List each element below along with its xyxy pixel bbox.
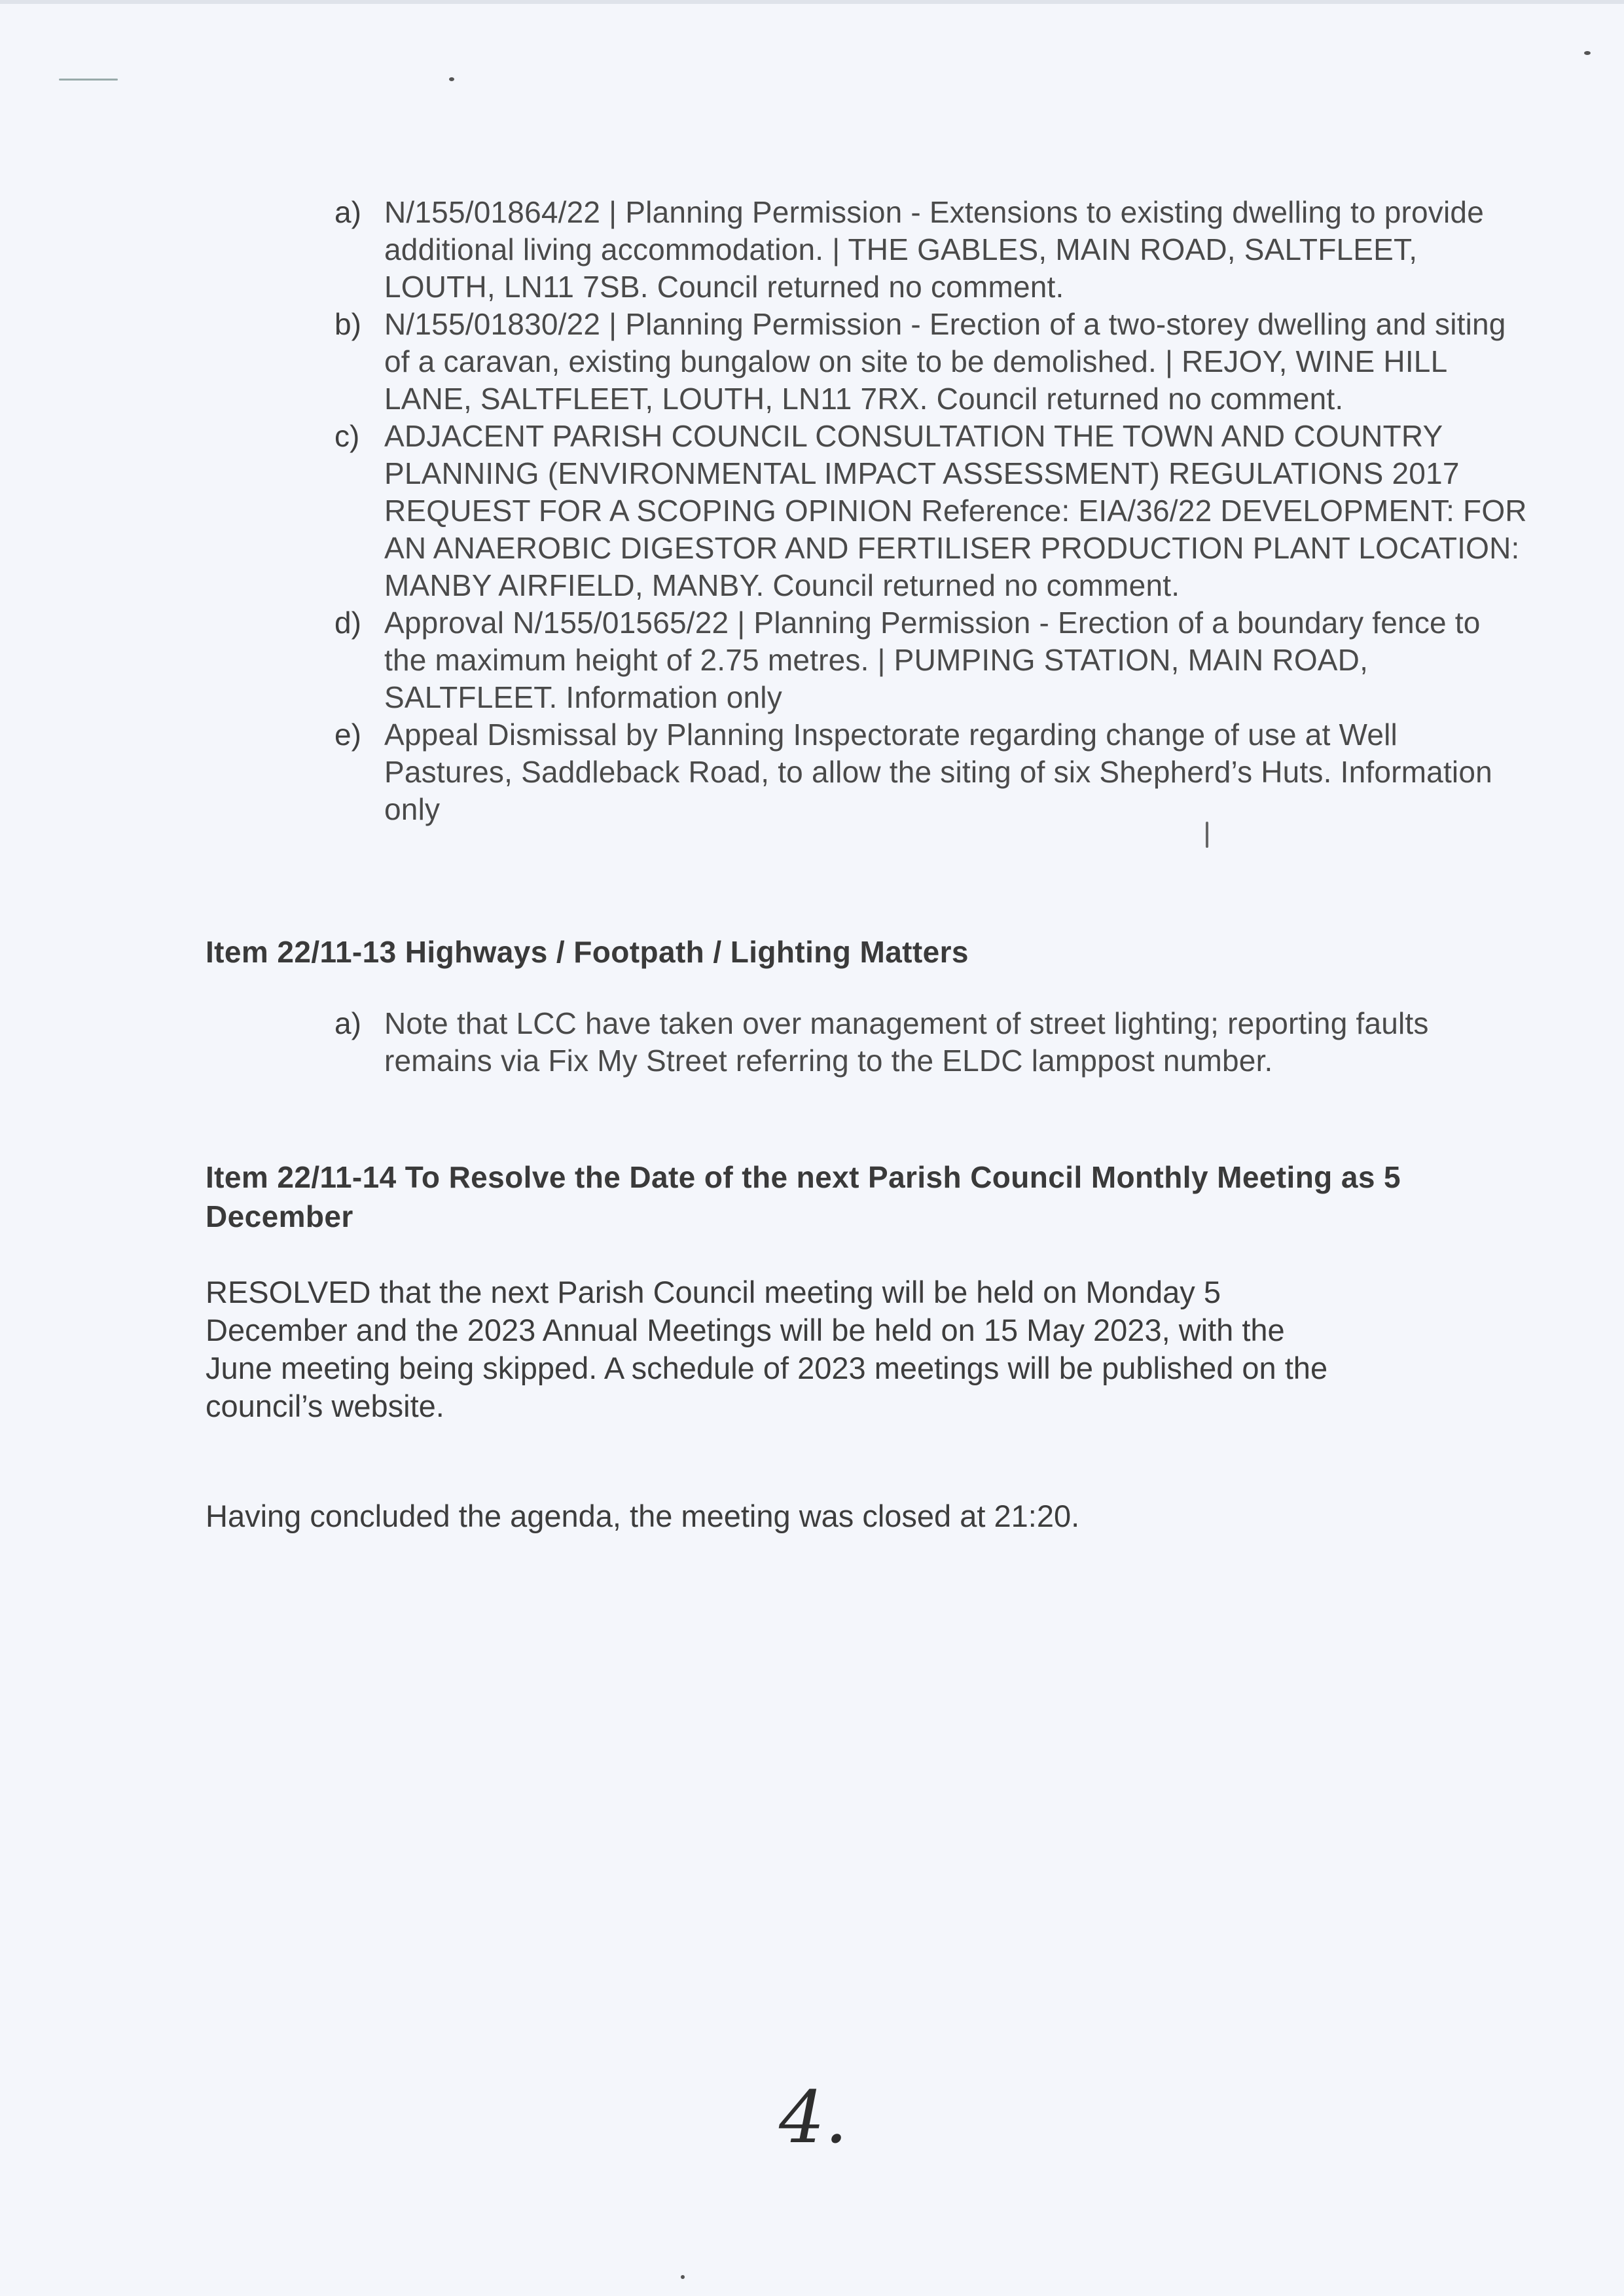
list-item <box>331 716 1528 828</box>
item13-heading: Item 22/11-13 Highways / Footpath / Lighting Matters <box>206 935 969 969</box>
resolution-paragraph: RESOLVED that the next Parish Council meeting will be held on Monday 5 December and the 2023 Annual Meetings will be held on 15 May 2023, with the June meeting being skipped. A schedule of 2023 meetings will be published on the council’s website. <box>206 1275 1328 1423</box>
scan-speck <box>681 2275 685 2279</box>
handwritten-page-number: 4. <box>779 2075 848 2159</box>
list-marker: b) <box>334 307 361 341</box>
list-marker: e) <box>334 718 361 752</box>
scan-speck <box>449 77 454 81</box>
list-item-text: N/155/01864/22 | Planning Permission - Extensions to existing dwelling to provide additional living accommodation. | THE GABLES, MAIN ROAD, SALTFLEET, LOUTH, LN11 7SB. Council returned no comment. <box>384 195 1484 304</box>
closing-statement: Having concluded the agenda, the meeting was closed at 21:20. <box>206 1499 1080 1533</box>
list-marker: c) <box>334 419 360 453</box>
list-marker: d) <box>334 606 361 640</box>
list-item <box>331 1005 1528 1080</box>
scan-speck <box>1206 822 1208 848</box>
list-item-text: Approval N/155/01565/22 | Planning Permission - Erection of a boundary fence to the maximum height of 2.75 metres. | PUMPING STATION, MAIN ROAD, SALTFLEET. Information only <box>384 606 1481 714</box>
list-item-text: N/155/01830/22 | Planning Permission - Erection of a two-storey dwelling and siting of a caravan, existing bungalow on site to be demolished. | REJOY, WINE HILL LANE, SALTFLEET, LOUTH, LN11 7RX. Council returned no comment. <box>384 307 1506 416</box>
scan-speck <box>59 79 118 81</box>
planning-applications-list <box>331 194 1528 828</box>
list-item <box>331 418 1528 604</box>
list-item <box>331 194 1528 306</box>
item13-list <box>331 1005 1528 1080</box>
list-marker: a) <box>334 1006 361 1040</box>
list-item-text: Note that LCC have taken over management of street lighting; reporting faults remains via Fix My Street referring to the ELDC lamppost number. <box>384 1006 1429 1078</box>
list-marker: a) <box>334 195 361 229</box>
list-item <box>331 604 1528 716</box>
item14-heading: Item 22/11-14 To Resolve the Date of the next Parish Council Monthly Meeting as 5 December <box>206 1160 1401 1233</box>
list-item-text: Appeal Dismissal by Planning Inspectorate regarding change of use at Well Pastures, Saddleback Road, to allow the siting of six Shepherd’s Huts. Information only <box>384 718 1492 826</box>
list-item <box>331 306 1528 418</box>
scan-speck <box>1584 51 1591 55</box>
scan-top-edge <box>0 0 1624 4</box>
list-item-text: ADJACENT PARISH COUNCIL CONSULTATION THE TOWN AND COUNTRY PLANNING (ENVIRONMENTAL IMPACT ASSESSMENT) REGULATIONS 2017 REQUEST FOR A SCOPING OPINION Reference: EIA/36/22 DEVELOPMENT: FOR AN ANAEROBIC DIGESTOR AND FERTILISER PRODUCTION PLANT LOCATION: MANBY AIRFIELD, MANBY. Council returned no comment. <box>384 419 1527 602</box>
